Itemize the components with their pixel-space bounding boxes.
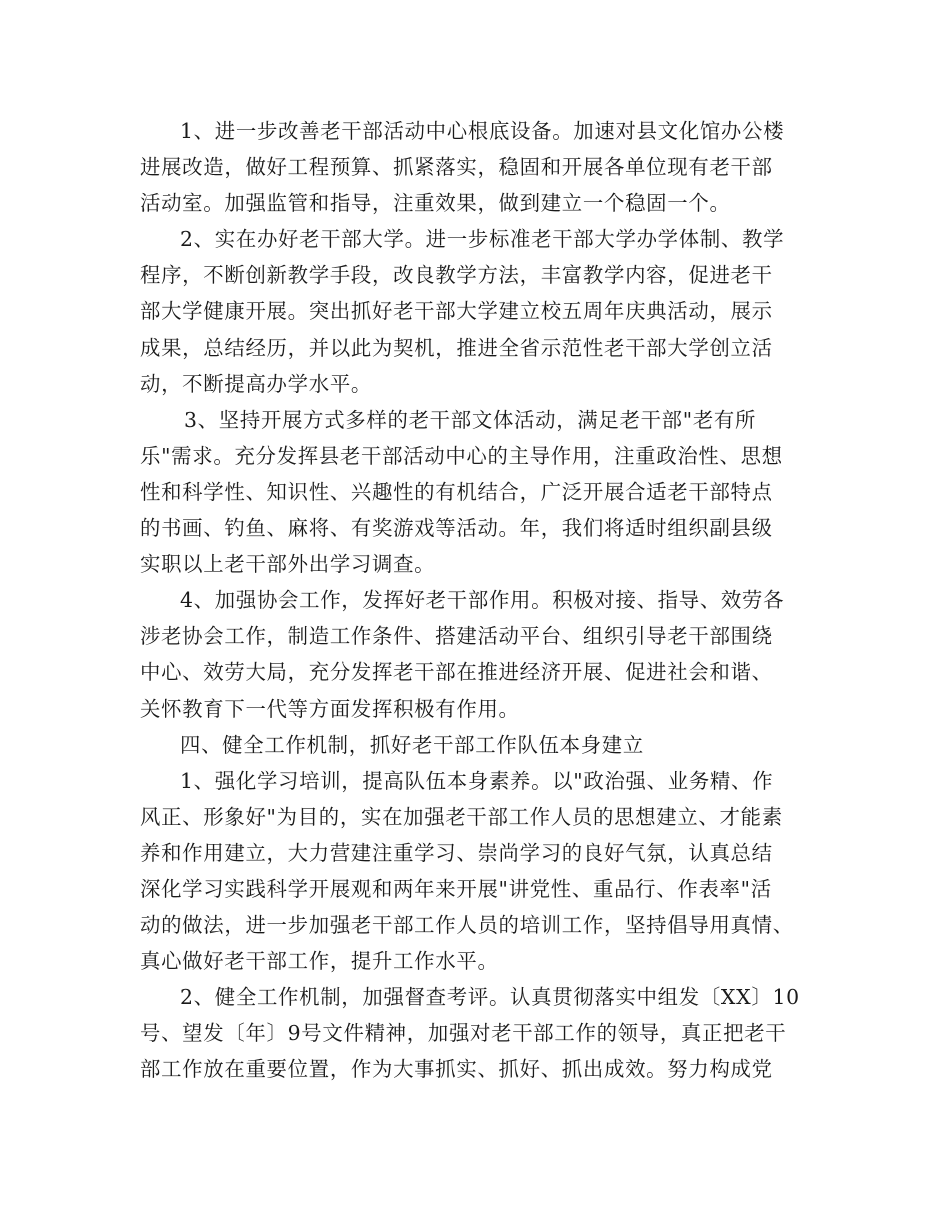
paragraph-line: 部工作放在重要位置，作为大事抓实、抓好、抓出成效。努力构成党 <box>140 1057 773 1082</box>
paragraph-line: 实职以上老干部外出学习调查。 <box>140 552 436 577</box>
paragraph-line: 深化学习实践科学开展观和两年来开展"讲党性、重品行、作表率"活 <box>140 876 772 901</box>
paragraph-line: 动，不断提高办学水平。 <box>140 371 372 396</box>
paragraph-line: 2、健全工作机制，加强督查考评。认真贯彻落实中组发〔XX〕10 <box>180 985 800 1010</box>
document-body <box>140 113 830 1088</box>
section-heading: 四、健全工作机制，抓好老干部工作队伍本身建立 <box>180 732 644 757</box>
paragraph-line: 1、进一步改善老干部活动中心根底设备。加速对县文化馆办公楼 <box>180 119 785 143</box>
paragraph-line: 2、实在办好老干部大学。进一步标准老干部大学办学体制、教学 <box>180 227 785 252</box>
paragraph-line: 部大学健康开展。突出抓好老干部大学建立校五周年庆典活动，展示 <box>140 299 773 324</box>
paragraph-line: 程序，不断创新教学手段，改良教学方法，丰富教学内容，促进老干 <box>140 263 773 288</box>
paragraph-line: 风正、形象好"为目的，实在加强老干部工作人员的思想建立、才能素 <box>140 804 783 829</box>
paragraph-line: 动的做法，进一步加强老干部工作人员的培训工作，坚持倡导用真情、 <box>140 913 794 938</box>
paragraph-line: 中心、效劳大局，充分发挥老干部在推进经济开展、促进社会和谐、 <box>140 660 773 685</box>
paragraph-line: 活动室。加强监管和指导，注重效果，做到建立一个稳固一个。 <box>140 191 731 216</box>
paragraph-line: 3、坚持开展方式多样的老干部文体活动，满足老干部"老有所 <box>184 407 757 432</box>
paragraph-line: 涉老协会工作，制造工作条件、搭建活动平台、组织引导老干部围绕 <box>140 624 773 649</box>
paragraph-line: 真心做好老干部工作，提升工作水平。 <box>140 949 499 974</box>
paragraph-line: 1、强化学习培训，提高队伍本身素养。以"政治强、业务精、作 <box>180 768 774 793</box>
paragraph-line: 进展改造，做好工程预算、抓紧落实，稳固和开展各单位现有老干部 <box>140 155 773 180</box>
paragraph-line: 的书画、钓鱼、麻将、有奖游戏等活动。年，我们将适时组织副县级 <box>140 516 773 541</box>
paragraph-line: 乐"需求。充分发挥县老干部活动中心的主导作用，注重政治性、思想 <box>140 443 783 468</box>
paragraph-line: 4、加强协会工作，发挥好老干部作用。积极对接、指导、效劳各 <box>180 588 785 613</box>
paragraph-line: 养和作用建立，大力营建注重学习、崇尚学习的良好气氛，认真总结 <box>140 840 773 865</box>
paragraph-line: 关怀教育下一代等方面发挥积极有作用。 <box>140 696 520 721</box>
paragraph-line: 号、望发〔年〕9号文件精神，加强对老干部工作的领导，真正把老干 <box>140 1021 787 1046</box>
paragraph-line: 成果，总结经历，并以此为契机，推进全省示范性老干部大学创立活 <box>140 335 773 360</box>
paragraph-line: 性和科学性、知识性、兴趣性的有机结合，广泛开展合适老干部特点 <box>140 479 773 504</box>
